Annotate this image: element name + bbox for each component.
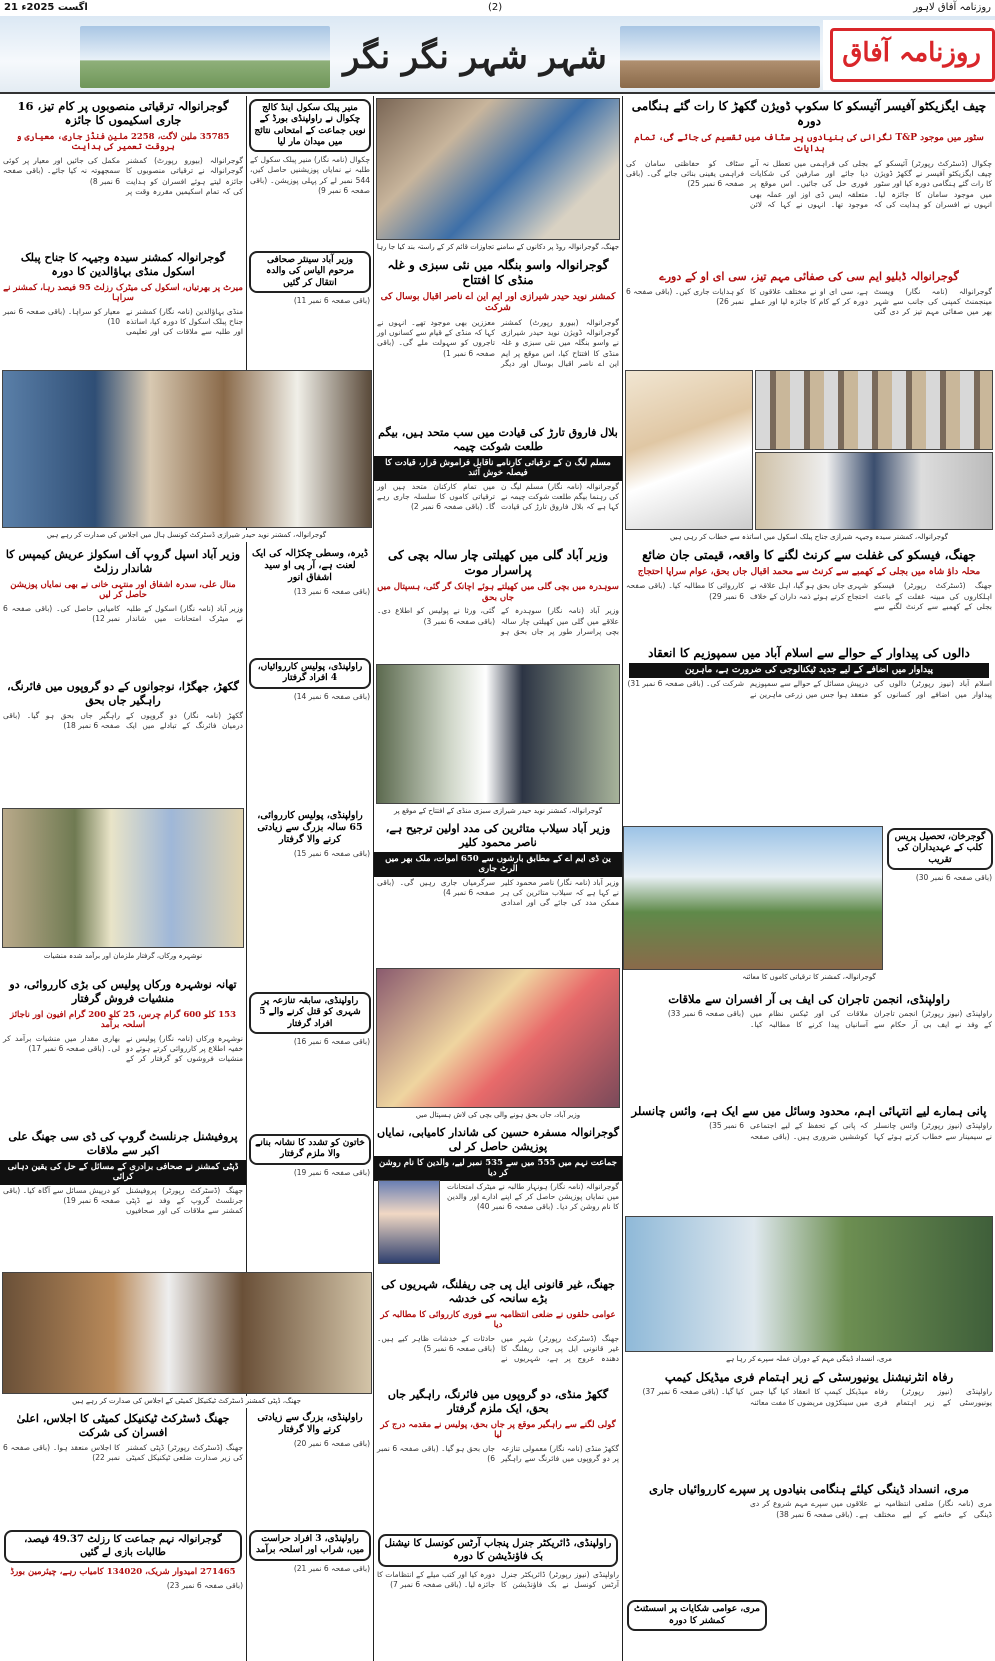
- photo-caption: گوجرانوالہ، کمشنر سیدہ وجیہہ شیرازی جناح پبلک اسکول میں اساتذہ سے خطاب کر رہی ہیں: [623, 532, 995, 544]
- headline: گکھڑ، جھگڑا، نوجوانوں کے دو گروپوں میں فائرنگ، راہگیر جاں بحق: [7, 680, 239, 707]
- article: [247, 656, 373, 806]
- article: [247, 546, 373, 654]
- headline: جھنگ، غیر قانونی ایل پی جی ریفلنگ، شہریوں کی بڑے سانحہ کی خدشہ: [381, 1278, 615, 1305]
- photo-dengue-spray: [625, 1216, 993, 1352]
- article: [0, 678, 246, 806]
- subheadline: سٹور میں موجود T&P نگرانی کی بنیادوں پر سٹاف میں تقسیم کی جائے گی، تمام ہدایات: [634, 133, 984, 155]
- page-number: (2): [488, 2, 503, 13]
- photo-seized-drugs: [2, 808, 244, 948]
- article-body: (باقی صفحہ 6 نمبر 14): [293, 691, 370, 701]
- subheadline: سوہدرہ میں بچی گلی میں کھیلتے ہوئے اچانک گر گئی، ہسپتال میں جاں بحق: [377, 582, 619, 603]
- article: [0, 97, 246, 247]
- photo-caption: نوشہرہ ورکاں، گرفتار ملزمان اور برآمد شدہ منشیات: [0, 950, 246, 974]
- photo-audience: [755, 370, 993, 450]
- article-body: نوشہرہ ورکاں (نامہ نگار) پولیس نے خفیہ اطلاع پر کارروائی کرتے ہوئے دو منشیات فروشوں کو گرفتار کر کے بھاری مقدار میں منشیات برآمد کر لی۔ (باقی صفحہ 6 نمبر 17): [3, 1033, 243, 1064]
- photo-speaker: [625, 370, 753, 530]
- headline: راولپنڈی، پولیس کارروائیاں، 4 افراد گرفتار: [249, 658, 371, 689]
- brand-logo: [823, 20, 995, 90]
- subheadline: عوامی حلقوں نے ضلعی انتظامیہ سے فوری کارروائی کا مطالبہ کر دیا: [380, 1309, 616, 1331]
- headline: چیف ایگزیکٹو آفیسر آئیسکو کا سکوپ ڈویژن گکھڑ کا رات گئے ہنگامی دورہ: [631, 99, 987, 128]
- article-body: گوجرانوالہ (بیورو رپورٹ) کمشنر گوجرانوالہ نے ترقیاتی منصوبوں کا جائزہ لیتے ہوئے افسران کو ہدایت کی کہ تمام اسکیمیں مقررہ وقت پر مکمل کی جائیں اور معیار پر کوئی سمجھوتہ نہ کیا جائے۔ (باقی صفحہ 6 نمبر 8): [3, 156, 243, 197]
- headline: پروفیشنل جرنلسٹ گروپ کی ڈی سی جھنگ علی اکبر سے ملاقات: [8, 1130, 238, 1157]
- article-body: منڈی بہاؤالدین (نامہ نگار) کمشنر نے جناح پبلک اسکول کا دورہ کیا، اساتذہ اور طلبہ سے ملاقات کی اور تعلیمی معیار کو سراہا۔ (باقی صفحہ 6 نمبر 10): [3, 306, 243, 337]
- article: [0, 1410, 246, 1526]
- article: [374, 256, 622, 422]
- article-body: (باقی صفحہ 6 نمبر 30): [915, 872, 992, 882]
- photo-caption: گوجرانوالہ، کمشنر نوید حیدر شیرازی سبزی منڈی کے افتتاح کے موقع پر: [374, 806, 622, 818]
- photo-encroachment: [376, 98, 620, 240]
- article-body: جھنگ (ڈسٹرکٹ رپورٹر) شہر میں غیر قانونی ایل پی جی ریفلنگ کا دھندہ عروج پر ہے، شہریوں نے حادثات کے خدشات ظاہر کیے ہیں۔ (باقی صفحہ 6 نمبر 5): [377, 1333, 619, 1364]
- article-body: راولپنڈی (نیوز رپورٹر) رفاہ یونیورسٹی کے زیر اہتمام فری میڈیکل کیمپ کا انعقاد کیا گیا جس میں سینکڑوں مریضوں کا مفت معائنہ کیا گیا۔ (باقی صفحہ 6 نمبر 37): [642, 1387, 992, 1407]
- article: [0, 1528, 246, 1661]
- side-brief: [885, 826, 995, 970]
- headline: رفاہ انٹرنیشنل یونیورسٹی کے زیر اہتمام فری میڈیکل کیمپ: [664, 1370, 954, 1384]
- headline: خاتون کو تشدد کا نشانہ بنانے والا ملزم گرفتار: [249, 1134, 371, 1165]
- article-body: راولپنڈی (نیوز رپورٹر) وائس چانسلر نے سیمینار سے خطاب کرتے ہوئے کہا کہ پانی کے تحفظ کے لیے اجتماعی کوششیں ضروری ہیں۔ (باقی صفحہ 6 نمبر 35): [709, 1121, 992, 1141]
- headline: ڈیرہ، وسطی چکڑالہ کی ایک لعنت ہے، آر پی او سید اشفاق انور: [252, 548, 368, 583]
- article-body: اسلام آباد (نیوز رپورٹر) دالوں کی پیداوار میں اضافے اور کسانوں کو درپیش مسائل کے حوالے سے سمپوزیم منعقد ہوا جس میں زرعی ماہرین نے شرکت کی۔ (باقی صفحہ 6 نمبر 31): [627, 679, 992, 699]
- article-with-photo: [623, 826, 995, 986]
- article: [247, 1132, 373, 1272]
- article-body: گکھڑ منڈی (نامہ نگار) معمولی تنازعہ پر دو گروپوں میں فائرنگ سے راہگیر جاں بحق ہو گیا۔ (باقی صفحہ 6 نمبر 6): [377, 1443, 619, 1464]
- article: [0, 1128, 246, 1270]
- headline: راولپنڈی، ڈائریکٹر جنرل پنجاب آرٹس کونسل کا نیشنل بک فاؤنڈیشن کا دورہ: [378, 1534, 618, 1567]
- subheadline: کمشنر نوید حیدر شیرازی اور ایم این اے ناصر اقبال بوسال کی شرکت: [380, 292, 616, 314]
- headline: بلال فاروق تارڑ کی قیادت میں سب متحد ہیں، بیگم طلعت شوکت چیمہ: [378, 426, 618, 453]
- article-body: راولپنڈی (نیوز رپورٹر) انجمن تاجران کے وفد نے ایف بی آر حکام سے ملاقات کی اور ٹیکس نظام میں آسانیاں پیدا کرنے کا مطالبہ کیا۔ (باقی صفحہ 6 نمبر 33): [667, 1009, 992, 1029]
- article: [374, 1532, 622, 1661]
- headline: مری، عوامی شکایات پر اسسٹنٹ کمشنر کا دورہ: [627, 1600, 767, 1631]
- headline: گوجرانوالہ واسو بنگلہ میں نئی سبزی و غلہ منڈی کا افتتاح: [387, 258, 609, 287]
- article: [247, 1528, 373, 1661]
- article: [0, 249, 246, 369]
- article: [623, 644, 995, 824]
- article-body: جھنگ (ڈسٹرکٹ رپورٹر) پروفیشنل جرنلسٹ گروپ کے وفد نے ڈپٹی کمشنر سے ملاقات کی اور صحافیوں کو درپیش مسائل سے آگاہ کیا۔ (باقی صفحہ 6 نمبر 19): [3, 1185, 243, 1216]
- article: [247, 97, 373, 247]
- brand-name: روزنامہ آفاق: [842, 38, 981, 68]
- article: [247, 1410, 373, 1526]
- article-body: راولپنڈی (نیوز رپورٹر) ڈائریکٹر جنرل آرٹس کونسل نے بک فاؤنڈیشن کا دورہ کیا اور کتب میلے کے انتظامات کا جائزہ لیا۔ (باقی صفحہ 6 نمبر 7): [377, 1570, 619, 1590]
- subheadline: میرٹ پر بھرتیاں، اسکول کی میٹرک رزلٹ 95 فیصد رہا، کمشنر نے سراہا: [3, 282, 243, 304]
- subheadline: محلہ داؤ شاہ میں بجلی کے کھمبے سے کرنٹ سے محمد اقبال جاں بحق، عوام سراپا احتجاج: [637, 567, 981, 577]
- article: [247, 990, 373, 1130]
- photo-event: [755, 452, 993, 530]
- headline: جھنگ، فیسکو کی غفلت سے کرنٹ لگنے کا واقعہ، قیمتی جان ضائع: [642, 548, 976, 562]
- article: [247, 808, 373, 988]
- article-body: (باقی صفحہ 6 نمبر 16): [293, 1036, 370, 1046]
- subheadline: ین ڈی ایم اے کے مطابق بارشوں سے 650 اموات، ملک بھر میں الرٹ جاری: [374, 852, 622, 877]
- article-body: (باقی صفحہ 6 نمبر 15): [293, 848, 370, 858]
- article-body: مری (نامہ نگار) ضلعی انتظامیہ نے ڈینگی کے خاتمے کے لیے مختلف علاقوں میں سپرے مہم شروع کر دی ہے۔ (باقی صفحہ 6 نمبر 38): [750, 1499, 992, 1519]
- subheadline: گولی لگنے سے راہگیر موقع پر جاں بحق، پولیس نے مقدمہ درج کر لیا: [380, 1419, 616, 1441]
- article: [374, 820, 622, 968]
- headline: تھانہ نوشہرہ ورکاں پولیس کی بڑی کارروائی، دو منشیات فروش گرفتار: [9, 978, 237, 1005]
- subheadline: جماعت نہم میں 555 میں سے 535 نمبر لیے، والدین کا نام روشن کر دیا: [374, 1156, 622, 1181]
- article: [623, 546, 995, 642]
- skyline-image-left: [80, 26, 330, 88]
- headline: راولپنڈی، انجمن تاجران کی ایف بی آر افسران سے ملاقات: [668, 992, 950, 1006]
- subheadline: منال علی، سدرہ اشفاق اور منتہی خانی نے بھی نمایاں پوزیشن حاصل کر لیں: [10, 579, 236, 601]
- headline: راولپنڈی، 3 افراد حراست میں، شراب اور اسلحہ برآمد: [249, 1530, 371, 1561]
- headline: راولپنڈی، پولیس کارروائی، 65 سالہ بزرگ سے زیادتی کرنے والا گرفتار: [257, 810, 363, 845]
- masthead: [0, 16, 995, 94]
- subheadline: 35785 ملین لاگت، 2258 ملین فنڈز جاری، معیاری و بروقت تعمیر کی ہدایت: [16, 131, 230, 153]
- headline: گوجرخان، تحصیل پریس کلب کے عہدیداران کی تقریب: [887, 828, 993, 870]
- headline: پانی ہمارے لیے انتہائی اہم، محدود وسائل میں سے ایک ہے، وائس چانسلر: [631, 1104, 987, 1118]
- section-title: شہر شہر نگر نگر: [343, 37, 607, 77]
- skyline-image-right: [620, 26, 820, 88]
- photo-committee-meeting: [2, 1272, 372, 1394]
- photo-caption: مری، انسداد ڈینگی مہم کے دوران عملہ سپرے کر رہا ہے: [623, 1354, 995, 1366]
- headline: راولپنڈی، بزرگ سے زیادتی کرنے والا گرفتار: [257, 1412, 363, 1435]
- article: [623, 1102, 995, 1214]
- article: [374, 1386, 622, 1530]
- subheadline: پیداوار میں اضافے کے لیے جدید ٹیکنالوجی کی ضرورت ہے، ماہرین: [629, 663, 989, 678]
- article-body: جھنگ (ڈسٹرکٹ رپورٹر) ڈپٹی کمشنر کی زیر صدارت ضلعی ٹیکنیکل کمیٹی کا اجلاس منعقد ہوا۔ (باقی صفحہ 6 نمبر 22): [3, 1442, 243, 1462]
- article: [0, 546, 246, 676]
- photo-caption: وزیر آباد، جاں بحق ہونے والی بچی کی لاش ہسپتال میں: [374, 1110, 622, 1122]
- headline: وزیر آباد سینئر صحافی مرحوم الیاس کی والدہ انتقال کر گئیں: [249, 251, 371, 293]
- article-body: جھنگ (ڈسٹرکٹ رپورٹر) فیسکو اہلکاروں کی مبینہ غفلت کے باعث بجلی کے کھمبے سے کرنٹ لگنے سے شہری جاں بحق ہو گیا، اہل علاقہ نے احتجاج کرتے ہوئے ذمہ داران کے خلاف کارروائی کا مطالبہ کیا۔ (باقی صفحہ 6 نمبر 29): [626, 581, 992, 611]
- photo-student: [378, 1180, 440, 1264]
- article-body: گوجرانوالہ (بیورو رپورٹ) کمشنر گوجرانوالہ ڈویژن نوید حیدر شیرازی نے واسو بنگلہ میں نئی سبزی و غلہ منڈی کا افتتاح کیا، اس موقع پر ایم این اے ناصر اقبال بوسال اور دیگر معززین بھی موجود تھے۔ انہوں نے کہا کہ منڈی کے قیام سے کسانوں اور تاجروں کو سہولت ملے گی۔ (باقی صفحہ 6 نمبر 1): [377, 317, 619, 368]
- article: [623, 990, 995, 1100]
- headline: گوجرانوالہ ترقیاتی منصوبوں پر کام تیز، 16 جاری اسکیموں کا جائزہ: [17, 99, 229, 128]
- headline: دالوں کی پیداوار کے حوالے سے اسلام آباد میں سمپوزیم کا انعقاد: [648, 646, 970, 660]
- article-body: وزیر آباد (نامہ نگار) اسکول کے طلبہ نے میٹرک امتحانات میں شاندار کامیابی حاصل کی۔ (باقی صفحہ 6 نمبر 12): [3, 603, 243, 624]
- headline: راولپنڈی، سابقہ تنازعہ پر شہری کو قتل کرنے والے 5 افراد گرفتار: [249, 992, 371, 1034]
- photo-field-visit: [623, 826, 883, 970]
- article: [374, 424, 622, 544]
- issue-date: 21 اگست 2025ء: [4, 2, 88, 13]
- headline: جھنگ ڈسٹرکٹ ٹیکنیکل کمیٹی کا اجلاس، اعلیٰ افسران کی شرکت: [16, 1412, 230, 1439]
- top-info-line: [0, 0, 995, 16]
- article-body: (باقی صفحہ 6 نمبر 13): [293, 586, 370, 596]
- article-body: (باقی صفحہ 6 نمبر 11): [293, 295, 370, 305]
- article: [374, 1124, 622, 1274]
- article-body: (باقی صفحہ 6 نمبر 20): [293, 1438, 370, 1448]
- article-body: وزیر آباد (نامہ نگار) ناصر محمود کلیر نے کہا ہے کہ سیلاب متاثرین کی ہر ممکن مدد کی جائے گی اور امدادی سرگرمیاں جاری رہیں گی۔ (باقی صفحہ 6 نمبر 4): [377, 877, 619, 908]
- subheadline: 271465 امیدوار شریک، 134020 کامیاب رہے، چیئرمین بورڈ: [10, 1567, 236, 1577]
- article-body: (باقی صفحہ 6 نمبر 19): [293, 1167, 370, 1177]
- headline: گوجرانوالہ ڈبلیو ایم سی کی صفائی مہم تیز، سی ای او کے دورے: [659, 270, 959, 283]
- article: [623, 268, 995, 368]
- headline: وزیر آباد اسپل گروپ آف اسکولز عریش کیمپس کا شاندار رزلٹ: [5, 548, 241, 575]
- headline: منیر پبلک سکول اینڈ کالج چکوال نے راولپنڈی بورڈ کے نویں جماعت کے امتحانی نتائج میں میدان مار لیا: [249, 99, 371, 152]
- article: [374, 1276, 622, 1384]
- article-body: (باقی صفحہ 6 نمبر 21): [293, 1563, 370, 1573]
- subheadline: ڈپٹی کمشنر نے صحافی برادری کے مسائل کے حل کی یقین دہانی کرائی: [0, 1160, 246, 1185]
- article-body: چکوال (نامہ نگار) منیر پبلک سکول کے طلبہ نے نمایاں پوزیشنیں حاصل کیں، 544 نمبر لے کر پہلی پوزیشن۔ (باقی صفحہ 6 نمبر 9): [250, 155, 370, 196]
- photo-caption: جھنگ، گوجرانوالہ روڈ پر دکانوں کے سامنے تجاوزات قائم کر کے راستہ بند کیا جا رہا: [374, 242, 622, 254]
- photo-caption: گوجرانوالہ، کمشنر کا ترقیاتی کاموں کا معائنہ: [623, 972, 995, 984]
- article: [623, 1368, 995, 1478]
- subheadline: مسلم لیگ ن کے ترقیاتی کارنامے ناقابل فراموش قرار، قیادت کا فیصلہ خوش آئند: [374, 456, 622, 481]
- headline: مری، انسداد ڈینگی کیلئے ہنگامی بنیادوں پر سپرے کارروائیاں جاری: [649, 1482, 969, 1496]
- masthead-small: روزنامہ آفاق لاہور: [913, 2, 991, 13]
- article-body: گوجرانوالہ (نامہ نگار) مسلم لیگ ن کی رہنما بیگم طلعت شوکت چیمہ نے کہا ہے کہ بلال فاروق تارڑ کی قیادت میں تمام کارکنان متحد ہیں اور ترقیاتی کاموں کا سلسلہ جاری رہے گا۔ (باقی صفحہ 6 نمبر 2): [377, 481, 619, 512]
- photo-caption: گوجرانوالہ، کمشنر نوید حیدر شیرازی ڈسٹرکٹ کونسل ہال میں اجلاس کی صدارت کر رہے ہیں: [0, 530, 373, 542]
- subheadline: 153 کلو 600 گرام چرس، 25 کلو 200 گرام افیون اور ناجائز اسلحہ برآمد: [10, 1009, 236, 1031]
- article: [623, 97, 995, 267]
- headline: وزیر آباد گلی میں کھیلتی چار سالہ بچی کی پراسرار موت: [387, 548, 609, 577]
- article: [0, 976, 246, 1126]
- headline: گوجرانوالہ کمشنر سیدہ وجیہہ کا جناح پبلک اسکول منڈی بہاؤالدین کا دورہ: [20, 251, 226, 278]
- article-body: گکھڑ (نامہ نگار) دو گروپوں کے درمیان فائرنگ کے تبادلے میں ایک راہگیر جاں بحق ہو گیا۔ (باقی صفحہ 6 نمبر 18): [3, 710, 243, 730]
- headline: گوجرانوالہ مسفرہ حسین کی شاندار کامیابی، نمایاں پوزیشن حاصل کر لی: [377, 1126, 619, 1153]
- headline: وزیر آباد سیلاب متاثرین کی مدد اولین ترجیح ہے، ناصر محمود کلیر: [385, 822, 611, 849]
- article: [247, 249, 373, 369]
- photo-market-inauguration: [376, 664, 620, 804]
- photo-caption: جھنگ، ڈپٹی کمشنر ڈسٹرکٹ ٹیکنیکل کمیٹی کے اجلاس کی صدارت کر رہے ہیں: [0, 1396, 373, 1408]
- photo-meeting: [2, 370, 372, 528]
- article: [374, 546, 622, 662]
- article-body: گوجرانوالہ (نامہ نگار) ہونہار طالبہ نے میٹرک امتحانات میں نمایاں پوزیشن حاصل کر کے اپنے ادارے اور والدین کا نام روشن کر دیا۔ (باقی صفحہ 6 نمبر 40): [447, 1181, 619, 1212]
- photo-child: [376, 968, 620, 1108]
- headline: گوجرانوالہ نہم جماعت کا رزلٹ 49.37 فیصد، طالبات بازی لے گئیں: [4, 1530, 242, 1563]
- article-body: (باقی صفحہ 6 نمبر 23): [166, 1580, 243, 1590]
- article-body: چکوال (ڈسٹرکٹ رپورٹر) آئیسکو کے چیف ایگزیکٹو آفیسر نے گکھڑ ڈویژن کا رات گئے ہنگامی دورہ کیا اور سٹور میں موجود سامان کا جائزہ لیا۔ انہوں نے افسران کو ہدایت کی کہ بجلی کی فراہمی میں تعطل نہ آنے دیا جائے اور صارفین کی شکایات فوری حل کی جائیں۔ اس موقع پر متعلقہ ایس ڈی اوز اور عملہ بھی موجود تھا۔ انہوں نے کہا کہ لائن سٹاف کو حفاظتی سامان کی فراہمی یقینی بنائی جائے گی۔ (باقی صفحہ 6 نمبر 25): [626, 158, 992, 209]
- headline: گکھڑ منڈی، دو گروپوں میں فائرنگ، راہگیر جاں بحق، ایک ملزم گرفتار: [387, 1388, 609, 1415]
- article-body: گوجرانوالہ (نامہ نگار) ویسٹ مینجمنٹ کمپنی کی جانب سے شہر بھر میں صفائی مہم تیز کر دی گئی ہے، سی ای او نے مختلف علاقوں کا دورہ کر کے کام کا جائزہ لیا اور عملے کو ہدایات جاری کیں۔ (باقی صفحہ 6 نمبر 26): [626, 286, 992, 317]
- article-body: وزیر آباد (نامہ نگار) سوہدرہ کے علاقے میں گلی میں کھیلتی چار سالہ بچی پراسرار طور پر جاں بحق ہو گئی، ورثا نے پولیس کو اطلاع دی۔ (باقی صفحہ 6 نمبر 3): [377, 606, 619, 636]
- article: [623, 1480, 995, 1661]
